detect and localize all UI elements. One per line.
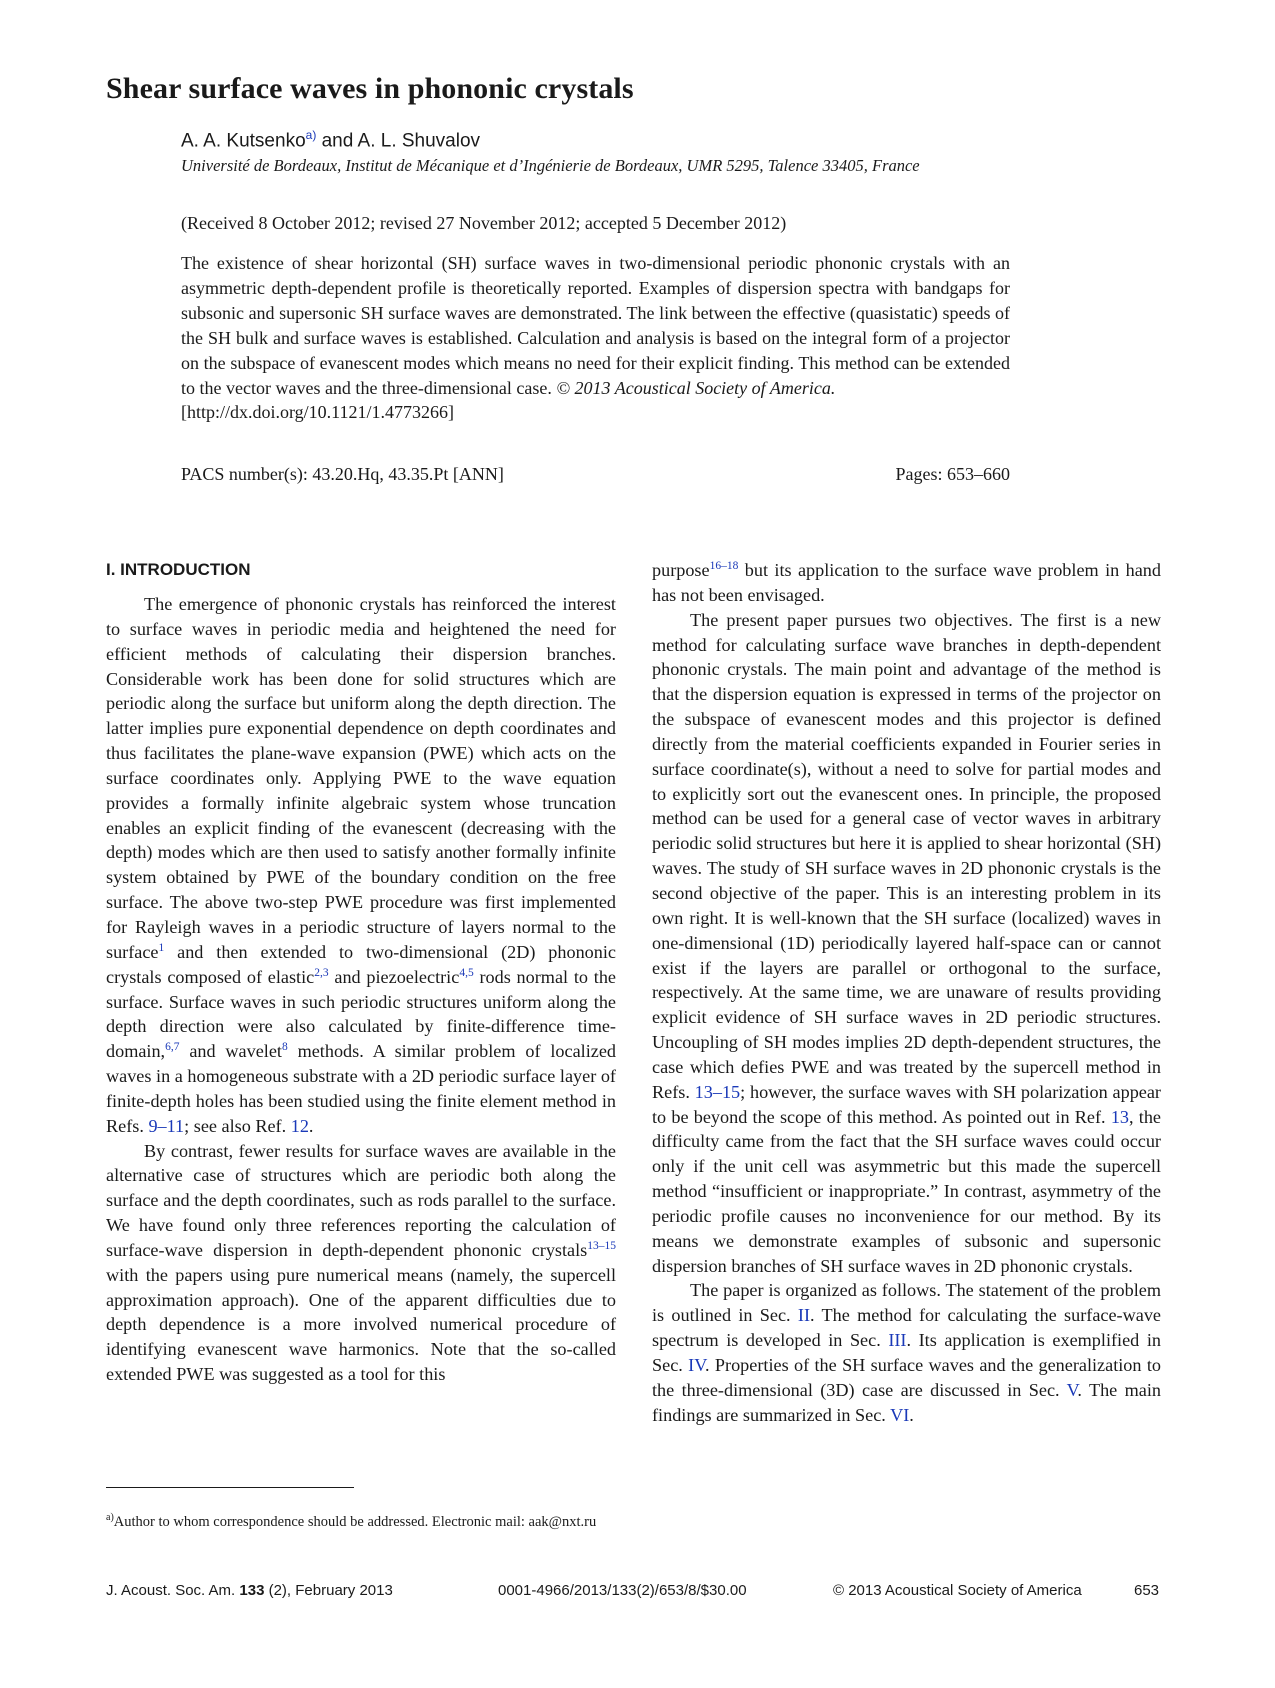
authors bbox=[181, 128, 480, 152]
section-link[interactable]: V bbox=[1066, 1379, 1078, 1400]
footnote-text: Author to whom correspondence should be addressed. Electronic mail: aak@nxt.ru bbox=[113, 1513, 597, 1530]
section-link[interactable]: III bbox=[888, 1330, 907, 1351]
citation-link[interactable]: 16–18 bbox=[709, 559, 739, 572]
paragraph bbox=[106, 1139, 616, 1387]
footnote-divider bbox=[106, 1487, 354, 1488]
received-dates: (Received 8 October 2012; revised 27 November 2012; accepted 5 December 2012) bbox=[181, 213, 787, 233]
citation-link[interactable]: 4,5 bbox=[459, 966, 474, 979]
citation-link[interactable]: 8 bbox=[281, 1041, 288, 1054]
right-column bbox=[652, 558, 1161, 1428]
paragraph bbox=[652, 1278, 1161, 1427]
section-link[interactable]: VI bbox=[890, 1404, 910, 1425]
text-run: The emergence of phononic crystals has reinforced the interest to surface waves in periodic media and heightened the need for efficient methods of calculating their dispersion branches. Considerable work has been done for solid structures which are periodic along the surface but uniform along the depth direction. The latter implies pure exponential dependence on depth coordinates and thus facilitates the plane-wave expansion (PWE) which acts on the surface coordinates only. Applying PWE to the wave equation provides a formally infinite algebraic system whose truncation enables an explicit finding of the evanescent (decreasing with the depth) modes which are then used to satisfy another formally infinite system obtained by PWE of the boundary condition on the free surface. The above two-step PWE procedure was first implemented for Rayleigh waves in a periodic structure of layers normal to the surface bbox=[106, 594, 616, 962]
text-run: By contrast, fewer results for surface waves are available in the alternative case of structures which are periodic both along the surface and the depth coordinates, such as rods parallel to the surface. We have found only three references reporting the calculation of surface-wave dispersion in depth-dependent phononic crystals bbox=[106, 1140, 616, 1260]
text-run: and wavelet bbox=[179, 1041, 282, 1062]
text-run: ; however, the surface waves with SH polarization appear to be beyond the scope of this method. As pointed out in Ref. bbox=[652, 1081, 1161, 1127]
text-run: but its application to the surface wave problem in hand has not been envisaged. bbox=[652, 560, 1161, 605]
citation-link[interactable]: 13–15 bbox=[587, 1239, 616, 1252]
text-run: methods. A similar problem of localized waves in a homogeneous substrate with a 2D periodic surface layer of finite-depth holes has been studied using the finite element method in Refs. bbox=[106, 1041, 616, 1136]
footer-code: 0001-4966/2013/133(2)/653/8/$30.00 bbox=[498, 1582, 747, 1599]
section-heading: I. INTRODUCTION bbox=[106, 560, 251, 579]
section-link[interactable]: IV bbox=[688, 1355, 706, 1375]
text-run: rods normal to the surface. Surface waves in such periodic structures uniform along the depth direction were also calculated by finite-difference time-domain, bbox=[106, 966, 616, 1062]
text-run: . The method for calculating the surface-wave spectrum is developed in Sec. bbox=[652, 1305, 1161, 1351]
text-run: . Its application is exemplified in Sec. bbox=[652, 1330, 1161, 1375]
text-run: with the papers using pure numerical means (namely, the supercell approximation approach). One of the apparent difficulties due to depth dependence is a more involved numerical procedure of identifying evanescent wave harmonics. Note that the so-called extended PWE was suggested as a tool for this bbox=[106, 1264, 616, 1385]
abstract-copyright: © 2013 Acoustical Society of America. bbox=[556, 377, 836, 398]
text-run: The paper is organized as follows. The statement of the problem is outlined in Sec. bbox=[652, 1280, 1161, 1326]
page-number: 653 bbox=[1134, 1582, 1160, 1599]
pacs-numbers: PACS number(s): 43.20.Hq, 43.35.Pt [ANN] bbox=[181, 464, 504, 484]
journal-issue: (2), February 2013 bbox=[264, 1582, 393, 1599]
text-run: and then extended to two-dimensional (2D) phononic crystals composed of elastic bbox=[106, 941, 616, 987]
paragraph bbox=[106, 592, 616, 1139]
text-run: . Properties of the SH surface waves and the generalization to the three-dimensional (3D) case are discussed in Sec. bbox=[652, 1355, 1161, 1400]
footer-journal bbox=[106, 1582, 393, 1599]
reference-link[interactable]: 12 bbox=[290, 1115, 309, 1136]
footnote bbox=[106, 1508, 616, 1532]
abstract-text: The existence of shear horizontal (SH) surface waves in two-dimensional periodic phononic crystals with an asymmetric depth-dependent profile is theoretically reported. Examples of dispersion spectra with bandgaps for subsonic and supersonic SH surface waves are demonstrated. The link between the effective (quasistatic) speeds of the SH bulk and surface waves is established. Calculation and analysis is based on the integral form of a projector on the subspace of evanescent modes which means no need for their explicit finding. This method can be extended to the vector waves and the three-dimensional case. bbox=[181, 253, 1010, 398]
text-run: and piezoelectric bbox=[328, 966, 460, 987]
footer-copyright: © 2013 Acoustical Society of America bbox=[833, 1582, 1082, 1599]
citation-link[interactable]: 1 bbox=[158, 941, 165, 954]
text-run: purpose bbox=[652, 560, 710, 580]
abstract bbox=[181, 251, 1010, 425]
journal-name: J. Acoust. Soc. Am. bbox=[106, 1582, 240, 1599]
affiliation: Université de Bordeaux, Institut de Mécanique et d’Ingénierie de Bordeaux, UMR 5295, Talence 33405, France bbox=[181, 156, 920, 175]
text-run: . bbox=[308, 1115, 314, 1136]
author-2: and A. L. Shuvalov bbox=[316, 130, 481, 152]
paper-title: Shear surface waves in phononic crystals bbox=[106, 72, 634, 105]
left-column bbox=[106, 592, 616, 1387]
author-1: A. A. Kutsenko bbox=[181, 130, 306, 152]
paragraph bbox=[652, 608, 1161, 1279]
reference-link[interactable]: 13–15 bbox=[694, 1081, 741, 1102]
journal-volume: 133 bbox=[239, 1582, 265, 1599]
text-run: ; see also Ref. bbox=[184, 1115, 291, 1136]
text-run: , the difficulty came from the fact that the SH surface waves could occur only if the unit cell was asymmetric but this made the supercell method “insufficient or inappropriate.” In contrast, asymmetry of the periodic profile causes no inconvenience for our method. By its means we demonstrate examples of subsonic and supersonic dispersion branches of SH surface waves in 2D phononic crystals. bbox=[652, 1106, 1161, 1276]
page-range: Pages: 653–660 bbox=[895, 464, 1010, 484]
footnote-mark: a) bbox=[106, 1512, 114, 1523]
paragraph bbox=[652, 558, 1161, 608]
citation-link[interactable]: 6,7 bbox=[165, 1041, 180, 1054]
text-run: . bbox=[909, 1404, 914, 1425]
doi-link[interactable]: [http://dx.doi.org/10.1121/1.4773266] bbox=[181, 402, 454, 423]
text-run: The present paper pursues two objectives. The first is a new method for calculating surface wave branches in depth-dependent phononic crystals. The main point and advantage of the method is that the dispersion equation is expressed in terms of the projector on the subspace of evanescent modes and this projector is defined directly from the material coefficients expanded in Fourier series in surface coordinate(s), without a need to solve for partial modes and to explicitly sort out the evanescent ones. In principle, the proposed method can be used for a general case of vector waves in arbitrary periodic solid structures but here it is applied to shear horizontal (SH) waves. The study of SH surface waves in 2D phononic crystals is the second objective of the paper. This is an interesting problem in its own right. It is well-known that the SH surface (localized) waves in one-dimensional (1D) periodically layered half-space can or cannot exist if the layers are parallel or orthogonal to the surface, respectively. At the same time, we are unaware of results providing explicit evidence of SH surface waves in 2D periodic structures. Uncoupling of SH modes implies 2D depth-dependent structures, the case which defies PWE and was treated by the supercell method in Refs. bbox=[652, 609, 1161, 1102]
reference-link[interactable]: 9–11 bbox=[148, 1115, 185, 1136]
section-link[interactable]: II bbox=[797, 1305, 811, 1326]
citation-link[interactable]: 2,3 bbox=[314, 966, 329, 979]
footnote-mark-link[interactable]: a) bbox=[305, 128, 317, 142]
text-run: . The main findings are summarized in Sec. bbox=[652, 1379, 1161, 1425]
reference-link[interactable]: 13 bbox=[1110, 1106, 1129, 1127]
